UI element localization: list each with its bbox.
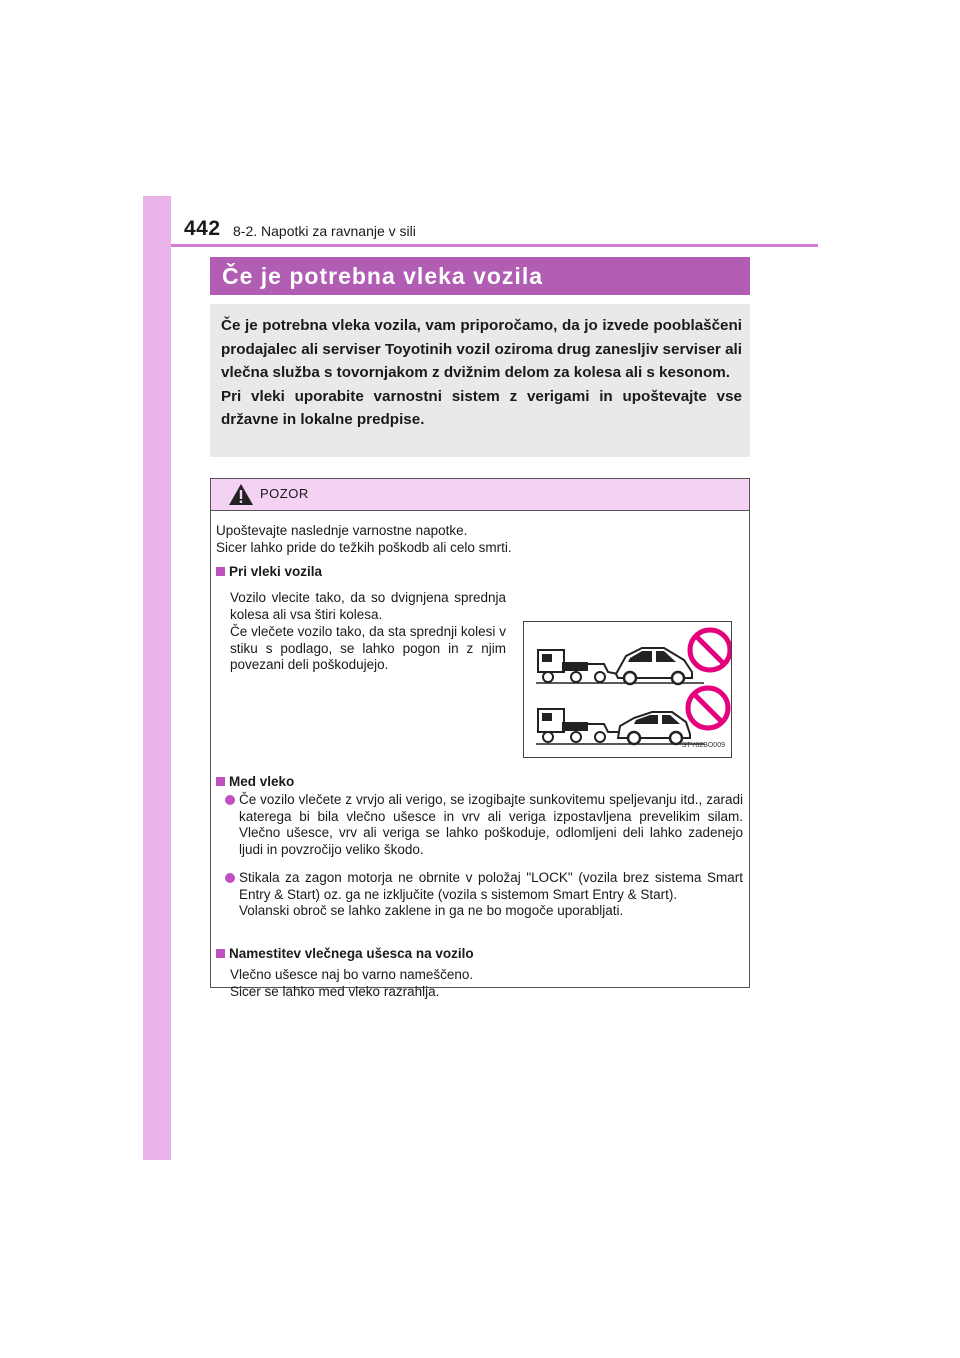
chapter-side-strip [143, 196, 171, 1160]
bullet-item [225, 870, 743, 920]
intro-paragraph-2: Pri vleki uporabite varnostni sistem z verigami in upoštevajte vse državne in lokalne predpise. [221, 387, 742, 428]
square-bullet-icon [216, 567, 225, 576]
round-bullet-icon [225, 795, 235, 805]
bullet-text: Če vozilo vlečete z vrvjo ali verigo, se izogibajte sunkovitemu speljevanju itd., zaradi katerega bi bila vlečno ušesce in vrv ali veriga izpostavljena prevelikim silam. Vlečno ušesce, vrv ali veriga se lahko poškoduje, odlomljeni deli lahko zadenejo ljudi in povzročijo veliko škodo. [239, 792, 743, 857]
subheading-during-towing [216, 774, 294, 791]
warning-box [210, 478, 750, 999]
warning-triangle-icon [228, 483, 254, 506]
subheading-towing [216, 564, 322, 581]
bullet-text: Stikala za zagon motorja ne obrnite v položaj "LOCK" (vozila brez sistema Smart Entry & Start) oz. ga ne izključite (vozila s sistemom Smart Entry & Start). [239, 870, 743, 902]
intro-paragraph-1: Če je potrebna vleka vozila, vam priporočamo, da jo izvede pooblaščeni prodajalec ali serviser Toyotinih vozil oziroma drug zanesljiv serviser ali vlečna služba s tovornjakom z dvižnim delom za kolesa ali s kesonom. [221, 317, 742, 381]
section-label: 8-2. Napotki za ravnanje v sili [233, 223, 416, 239]
prohibition-icon-bottom [688, 688, 728, 728]
subheading-during-towing-text: Med vleko [229, 774, 295, 789]
figure-code: STY82BO009 [681, 741, 725, 749]
subheading-towing-eye [216, 946, 474, 963]
warning-line-2: Sicer lahko pride do težkih poškodb ali celo smrti. [216, 540, 512, 555]
square-bullet-icon [216, 777, 225, 786]
bullet-text-continued: Volanski obroč se lahko zaklene in ga ne bo mogoče uporabljati. [239, 903, 624, 918]
towing-text-1: Vozilo vlecite tako, da so dvignjena sprednja kolesa ali vsa štiri kolesa. [230, 590, 506, 622]
round-bullet-icon [225, 873, 235, 883]
header-rule [171, 244, 818, 247]
towing-text-2: Če vlečete vozilo tako, da sta sprednji kolesi v stiku s podlago, se lahko pogon in z njim povezani deli poškodujejo. [230, 624, 506, 672]
square-bullet-icon [216, 949, 225, 958]
subheading-towing-text: Pri vleki vozila [229, 564, 323, 579]
page-number: 442 [184, 217, 221, 240]
bullet-item [225, 792, 743, 858]
warning-line-1: Upoštevajte naslednje varnostne napotke. [216, 523, 468, 538]
towing-eye-text-1: Vlečno ušesce naj bo varno nameščeno. [230, 967, 474, 982]
prohibition-icon-top [690, 630, 730, 670]
towing-figure [523, 621, 732, 758]
subheading-towing-eye-text: Namestitev vlečnega ušesca na vozilo [229, 946, 474, 961]
intro-box [210, 304, 750, 457]
page-title: Če je potrebna vleka vozila [210, 257, 750, 295]
warning-label: POZOR [260, 486, 309, 501]
warning-header [211, 479, 749, 511]
towing-eye-text-2: Sicer se lahko med vleko razrahlja. [230, 984, 440, 999]
